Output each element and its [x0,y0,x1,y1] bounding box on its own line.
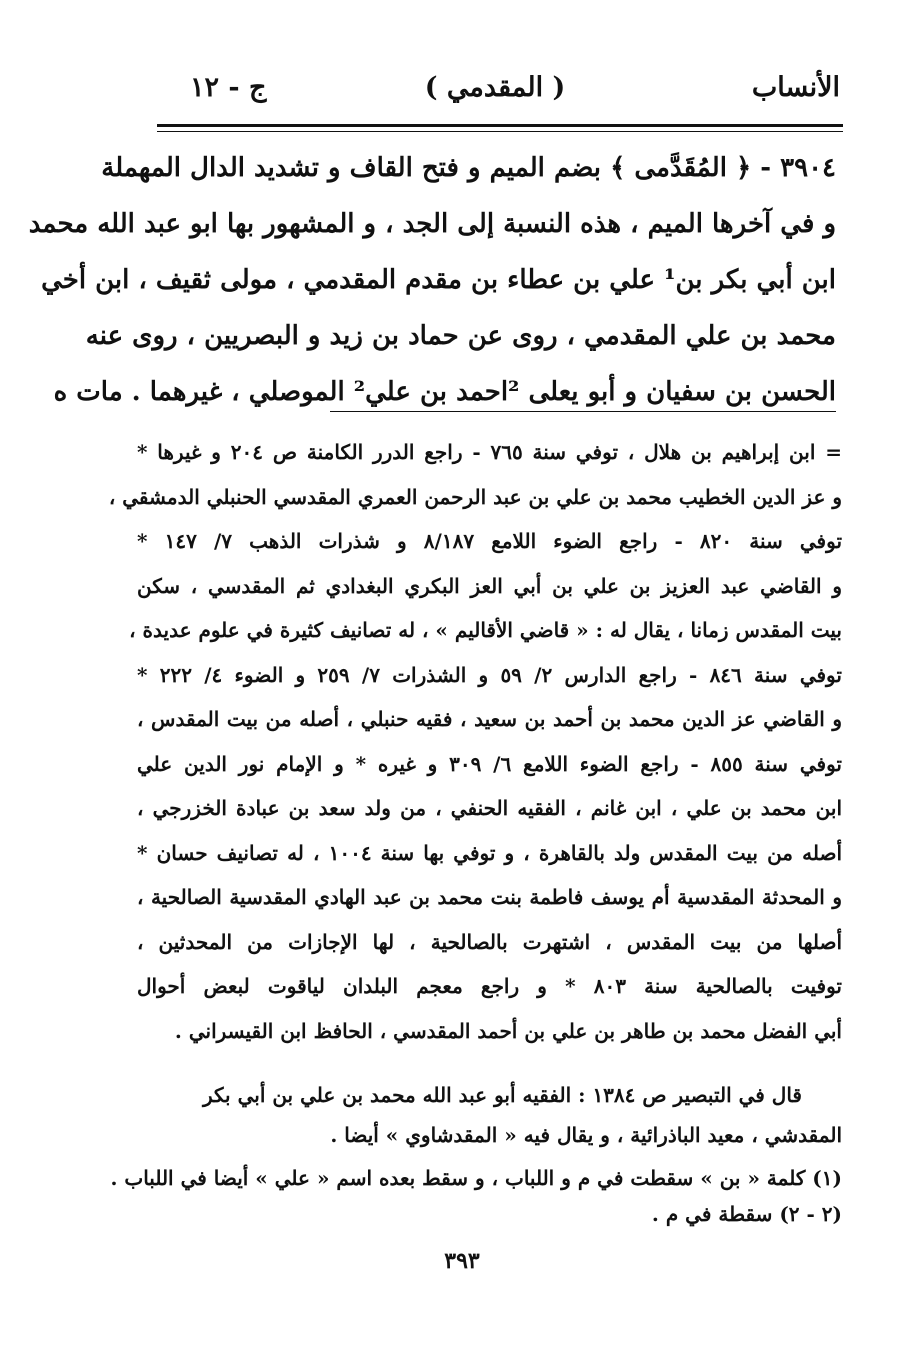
citation-line: المقدشي ، معيد الباذرائية ، و يقال فيه « المقدشاوي » أيضا . [330,1123,842,1147]
note-line: أصله من بيت المقدس ولد بالقاهرة ، و توفي بها سنة ١٠٠٤ ، له تصانيف حسان * [137,840,843,865]
header-rule-thick [157,124,843,127]
page-number: ٣٩٣ [444,1248,480,1274]
note-line: توفيت بالصالحية سنة ٨٠٣ * و راجع معجم البلدان لياقوت لبعض أحوال [137,974,842,998]
main-text-line: محمد بن علي المقدمي ، روى عن حماد بن زيد و البصريين ، روى عنه [85,321,836,351]
main-text-line: ٣٩٠٤ - ﴿ المُقَدَّمى ﴾ بضم الميم و فتح القاف و تشديد الدال المهملة [101,153,836,183]
note-line: و القاضي عز الدين محمد بن أحمد بن سعيد ، فقيه حنبلي ، أصله من بيت المقدس ، [137,707,842,731]
note-line: توفي سنة ٨٤٦ - راجع الدارس ٢/ ٥٩ و الشذرات ٧/ ٢٥٩ و الضوء ٤/ ٢٢٢ * [137,662,842,687]
note-line: = ابن إبراهيم بن هلال ، توفي سنة ٧٦٥ - راجع الدرر الكامنة ص ٢٠٤ و غيرها * [137,440,842,464]
note-line: توفي سنة ٨٥٥ - راجع الضوء اللامع ٦/ ٣٠٩ و غيره * و الإمام نور الدين علي [137,751,842,776]
footnote-2: (٢ - ٢) سقطة في م . [651,1202,842,1226]
note-line: توفي سنة ٨٢٠ - راجع الضوء اللامع ٨/١٨٧ و شذرات الذهب ٧/ ١٤٧ * [137,529,843,553]
note-line: و المحدثة المقدسية أم يوسف فاطمة بنت محمد بن عبد الهادي المقدسية الصالحية ، [137,885,842,909]
main-entry-text [28,140,836,420]
main-text-line: الحسن بن سفيان و أبو يعلى ²احمد بن علي² الموصلي ، غيرهما . مات ه [53,377,836,407]
note-line: بيت المقدس زمانا ، يقال له : « قاضي الأقاليم » ، له تصانيف كثيرة في علوم عديدة ، [129,618,842,642]
tabsir-citation [137,1075,842,1155]
header-rule-thin [157,131,843,132]
header-entry-title: ( المقدمي ) [424,72,566,103]
note-line: و القاضي عبد العزيز بن علي بن أبي العز البكري البغدادي ثم المقدسي ، سكن [137,573,842,598]
header-volume-number: ج - ١٢ [190,72,267,103]
footnote-1: (١) كلمة « بن » سقطت في م و اللباب ، و سقط بعده اسم « علي » أيضا في اللباب . [110,1166,842,1190]
citation-line: قال في التبصير ص ١٣٨٤ : الفقيه أبو عبد الله محمد بن علي بن أبي بكر [202,1083,802,1107]
main-text-line: و في آخرها الميم ، هذه النسبة إلى الجد ، و المشهور بها ابو عبد الله محمد [28,209,836,239]
footnote-separator [330,411,836,412]
note-line: ابن محمد بن علي ، ابن غانم ، الفقيه الحنفي ، من ولد سعد بن عبادة الخزرجي ، [137,796,842,820]
editor-notes [108,430,843,1053]
main-text-line: ابن أبي بكر بن¹ علي بن عطاء بن مقدم المقدمي ، مولى ثقيف ، ابن أخي [41,265,836,295]
footnotes [110,1160,842,1232]
note-line: و عز الدين الخطيب محمد بن علي بن عبد الرحمن العمري المقدسي الحنبلي الدمشقي ، [108,484,842,509]
note-line: أصلها من بيت المقدس ، اشتهرت بالصالحية ، لها الإجازات من المحدثين ، [137,929,842,954]
header-book-title: الأنساب [751,72,840,103]
note-line: أبي الفضل محمد بن طاهر بن علي بن أحمد المقدسي ، الحافظ ابن القيسراني . [174,1018,842,1043]
running-header [150,72,840,116]
